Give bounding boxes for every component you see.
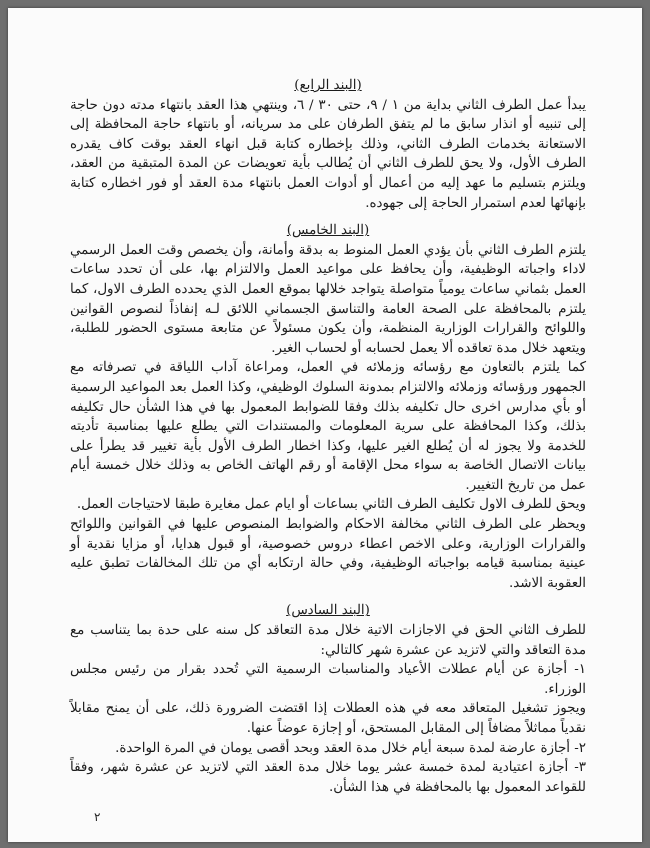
page-number: ٢: [94, 810, 101, 824]
clause-6-item-1: ١- أجازة عن أيام عطلات الأعياد والمناسبات الرسمية التي تُحدد بقرار من رئيس مجلس الوزراء.: [70, 662, 586, 697]
clause-5-paragraph-4: ويحظر على الطرف الثاني مخالفة الاحكام والضوابط المنصوص عليها في القوانين واللوائح والقرارات الوزارية، وعلى الاخص اعطاء دروس خصوصية، أو قبول هدايا، أو مزايا نقدية أو عينية بمناسبة قيامه بواجباته الوظيفية، وفي حالة ارتكابه أي من تلك المخالفات تطبق عليه العقوبة الاشد.: [70, 517, 586, 591]
clause-6-intro: للطرف الثاني الحق في الاجازات الاتية خلال مدة التعاقد كل سنه على حدة بما يتناسب مع مدة التعاقد والتي لاتزيد عن عشرة شهر كالتالي:: [70, 623, 586, 658]
clause-5-paragraph-3: ويحق للطرف الاول تكليف الطرف الثاني بساعات أو ايام عمل مغايرة طبقا لاحتياجات العمل.: [76, 497, 586, 513]
clause-5-heading: (البند الخامس): [286, 223, 370, 239]
clause-4-heading: (البند الرابع): [294, 78, 362, 93]
document-body: [70, 74, 586, 797]
clause-4-text: يبدأ عمل الطرف الثاني بداية من ١ / ٩، حتى ٣٠ / ٦، وينتهي هذا العقد بانتهاء مدته دون حاجة إلى تنبيه أو انذار سابق ما لم يتفق الطرفان على مد سريانه، أو بانتهاء حاجة المحافظة إلى الاستعانة بخدمات الطرف الثاني، وذلك بإخطاره كتابة قبل انهاء العقد بوقت كاف يقدره الطرف الأول، ولا يحق للطرف الثاني أن يُطالب بأية تعويضات عن المدة المتبقية من العقد، ويلتزم بتسليم ما عهد إليه من أعمال أو أدوات العمل بانتهاء مدة العقد أو فور اخطاره كتابة بإنهائها لعدم استمرار الحاجة إلى جهوده.: [70, 97, 586, 211]
clause-5-paragraph-1: يلتزم الطرف الثاني بأن يؤدي العمل المنوط به بدقة وأمانة، وأن يخصص وقت العمل الرسمي لاداء واجباته الوظيفية، وأن يحافظ على مواعيد العمل والالتزام بها، على أن تحدد ساعات العمل بثماني ساعات يومياً متواصلة يتواجد خلالها بموقع العمل الذي يحدده الطرف الاول، كما يلتزم بالمحافظة على الصحة العامة والتناسق الجسماني اللائق لـه إنفاذاً لنصوص القوانين واللوائح والقرارات الوزارية المنظمة، وأن يكون مسئولاً عن متابعة مستوى الحضور للطلبة، ويتعهد خلال مدة تعاقده ألا يعمل لحسابه أو لحساب الغير.: [70, 242, 586, 356]
spacer: [70, 593, 586, 599]
clause-6-item-2: ٢- أجازة عارضة لمدة سبعة أيام خلال مدة العقد وبحد أقصى يومان في المرة الواحدة.: [115, 740, 586, 756]
clause-6-item-1-note: ويجوز تشغيل المتعاقد معه في هذه العطلات إذا اقتضت الضرورة ذلك، على أن يمنح مقابلاً نقدياً مماثلاً مضافاً إلى المقابل المستحق، أو إجازة عوضاً عنها.: [70, 701, 586, 736]
document-page: [8, 8, 642, 842]
clause-6-item-3: ٣- أجازة اعتيادية لمدة خمسة عشر يوما خلال مدة العقد التي لاتزيد عن عشرة شهر، وفقاً للقواعد المعمول بها بالمحافظة في هذا الشأن.: [70, 760, 586, 795]
clause-5-paragraph-2: كما يلتزم بالتعاون مع رؤسائه وزملائه في العمل، ومراعاة آداب اللياقة في تصرفاته مع الجمهور ورؤسائه وزملائه والالتزام بمدونة السلوك الوظيفي، وكذا العمل بعد المواعيد الرسمية أو بأي مدارس اخرى حال تكليفه بذلك وفقا للضوابط المعمول بها في هذا الشأن حال تكليفه بذلك، وكذا المحافظة على سرية المعلومات والمستندات التي يطلع عليها بمناسبة تأديته للخدمة ولا يجوز له أن يُطلع الغير عليها، وكذا اخطار الطرف الأول بأية تغيير قد يطرأ على بيانات الاتصال الخاصة به سواء محل الإقامة أو رقم الهاتف الخاص به وذلك خلال خمسة أيام عمل من تاريخ التغيير.: [70, 360, 586, 493]
clause-6-heading: (البند السادس): [286, 603, 370, 619]
spacer: [70, 213, 586, 219]
